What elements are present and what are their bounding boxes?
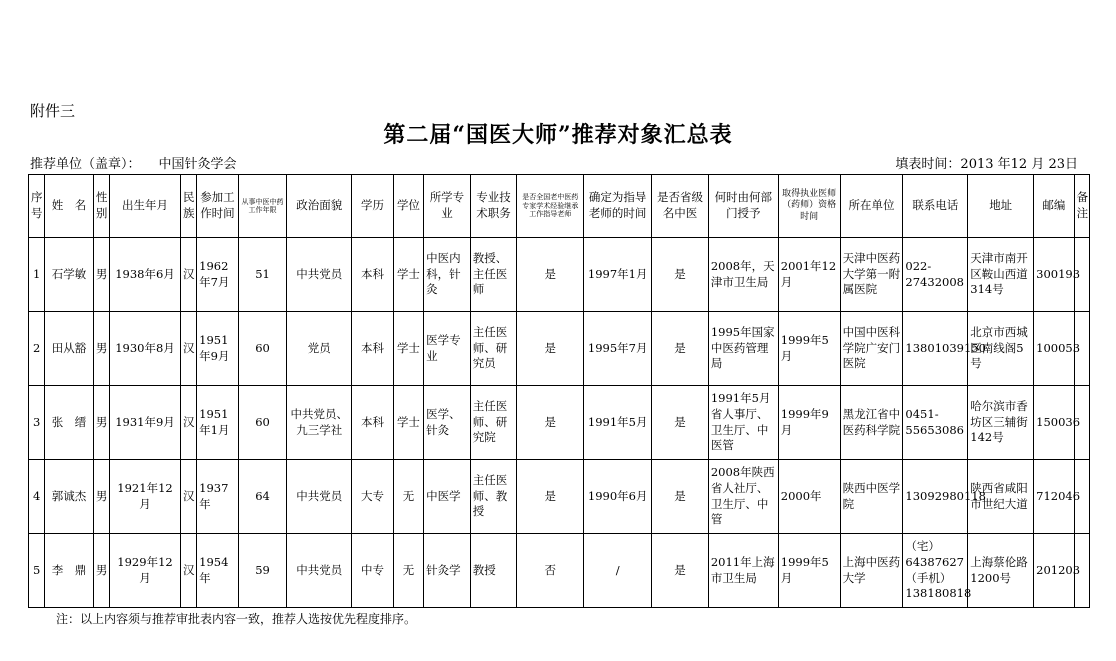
ethnicity-cell: 汉 (180, 238, 196, 312)
work-start-cell: 1951年9月 (197, 312, 239, 386)
phone-cell: 13801039150 (903, 312, 968, 386)
col-header-license-date: 取得执业医师（药师）资格时间 (778, 175, 840, 238)
granted-by-cell: 2008年陕西省人社厅、卫生厅、中管 (708, 460, 778, 534)
col-header-granted-by: 何时由何部门授予 (708, 175, 778, 238)
summary-table (28, 174, 1090, 608)
is-mentor-cell: 是 (517, 460, 584, 534)
row-index-cell: 2 (29, 312, 45, 386)
gender-cell: 男 (93, 386, 109, 460)
phone-cell: （宅）64387627（手机）138180818 (903, 534, 968, 608)
professional-title-cell: 教授 (470, 534, 517, 608)
is-provincial-cell: 是 (652, 386, 709, 460)
phone-cell: 0451-55653086 (903, 386, 968, 460)
license-date-cell: 1999年5月 (778, 312, 840, 386)
education-cell: 中专 (352, 534, 394, 608)
gender-cell: 男 (93, 238, 109, 312)
major-cell: 中医内科，针灸 (424, 238, 471, 312)
mentor-date-cell: / (584, 534, 652, 608)
address-cell: 陕西省咸阳市世纪大道 (968, 460, 1034, 534)
col-header-work-start: 参加工作时间 (197, 175, 239, 238)
col-header-education: 学历 (352, 175, 394, 238)
workplace-cell: 中国中医科学院广安门医院 (840, 312, 903, 386)
work-years-cell: 51 (238, 238, 287, 312)
table-row (29, 460, 1090, 534)
col-header-title: 专业技术职务 (470, 175, 517, 238)
education-cell: 大专 (352, 460, 394, 534)
professional-title-cell: 教授、主任医师 (470, 238, 517, 312)
col-header-remarks: 备注 (1074, 175, 1089, 238)
col-header-mentor-date: 确定为指导老师的时间 (584, 175, 652, 238)
birth-date-cell: 1930年8月 (110, 312, 181, 386)
page-title: 第二届“国医大师”推荐对象汇总表 (383, 122, 733, 148)
is-mentor-cell: 是 (517, 386, 584, 460)
gender-cell: 男 (93, 460, 109, 534)
is-mentor-cell: 否 (517, 534, 584, 608)
col-header-phone: 联系电话 (903, 175, 968, 238)
degree-cell: 无 (393, 534, 423, 608)
col-header-birth: 出生年月 (110, 175, 181, 238)
major-cell: 医学、针灸 (424, 386, 471, 460)
work-start-cell: 1951年1月 (197, 386, 239, 460)
education-cell: 本科 (352, 312, 394, 386)
political-status-cell: 党员 (287, 312, 352, 386)
col-header-address: 地址 (968, 175, 1034, 238)
license-date-cell: 1999年9月 (778, 386, 840, 460)
table-row (29, 534, 1090, 608)
col-header-gender: 性别 (93, 175, 109, 238)
table-row (29, 238, 1090, 312)
birth-date-cell: 1931年9月 (110, 386, 181, 460)
birth-date-cell: 1921年12月 (110, 460, 181, 534)
gender-cell: 男 (93, 534, 109, 608)
mentor-date-cell: 1990年6月 (584, 460, 652, 534)
phone-cell: 13092980118 (903, 460, 968, 534)
education-cell: 本科 (352, 386, 394, 460)
col-header-index: 序号 (29, 175, 45, 238)
professional-title-cell: 主任医师、研究院 (470, 386, 517, 460)
granted-by-cell: 1995年国家中医药管理局 (708, 312, 778, 386)
recommend-unit-label: 推荐单位（盖章）： (30, 157, 141, 172)
col-header-political: 政治面貌 (287, 175, 352, 238)
address-cell: 北京市西城区南线阁5号 (968, 312, 1034, 386)
is-mentor-cell: 是 (517, 312, 584, 386)
professional-title-cell: 主任医师、研究员 (470, 312, 517, 386)
fill-date: 填表时间：2013 年12 月 23日 (895, 157, 1078, 172)
ethnicity-cell: 汉 (180, 312, 196, 386)
degree-cell: 学士 (393, 312, 423, 386)
ethnicity-cell: 汉 (180, 460, 196, 534)
political-status-cell: 中共党员 (287, 534, 352, 608)
major-cell: 医学专业 (424, 312, 471, 386)
col-header-degree: 学位 (393, 175, 423, 238)
major-cell: 针灸学 (424, 534, 471, 608)
phone-cell: 022-27432008 (903, 238, 968, 312)
row-index-cell: 1 (29, 238, 45, 312)
postcode-cell: 150036 (1034, 386, 1075, 460)
license-date-cell: 2001年12月 (778, 238, 840, 312)
address-cell: 哈尔滨市香坊区三辅街142号 (968, 386, 1034, 460)
work-years-cell: 59 (238, 534, 287, 608)
postcode-cell: 201203 (1034, 534, 1075, 608)
granted-by-cell: 1991年5月省人事厅、卫生厅、中医管 (708, 386, 778, 460)
workplace-cell: 上海中医药大学 (840, 534, 903, 608)
political-status-cell: 中共党员 (287, 460, 352, 534)
postcode-cell: 300193 (1034, 238, 1075, 312)
political-status-cell: 中共党员、九三学社 (287, 386, 352, 460)
col-header-provincial: 是否省级名中医 (652, 175, 709, 238)
person-name-cell: 郭诚杰 (45, 460, 94, 534)
workplace-cell: 陕西中医学院 (840, 460, 903, 534)
work-start-cell: 1962年7月 (197, 238, 239, 312)
postcode-cell: 100053 (1034, 312, 1075, 386)
granted-by-cell: 2011年上海市卫生局 (708, 534, 778, 608)
table-header-row (29, 175, 1090, 238)
recommend-unit-line (30, 153, 237, 172)
table-row (29, 386, 1090, 460)
work-years-cell: 60 (238, 312, 287, 386)
birth-date-cell: 1938年6月 (110, 238, 181, 312)
political-status-cell: 中共党员 (287, 238, 352, 312)
license-date-cell: 2000年 (778, 460, 840, 534)
person-name-cell: 石学敏 (45, 238, 94, 312)
is-provincial-cell: 是 (652, 460, 709, 534)
work-years-cell: 60 (238, 386, 287, 460)
degree-cell: 学士 (393, 238, 423, 312)
person-name-cell: 田从豁 (45, 312, 94, 386)
recommend-unit-value: 中国针灸学会 (158, 157, 237, 172)
mentor-date-cell: 1991年5月 (584, 386, 652, 460)
mentor-date-cell: 1995年7月 (584, 312, 652, 386)
degree-cell: 学士 (393, 386, 423, 460)
row-index-cell: 3 (29, 386, 45, 460)
col-header-major: 所学专业 (424, 175, 471, 238)
ethnicity-cell: 汉 (180, 386, 196, 460)
col-header-work-years: 从事中医中药工作年限 (238, 175, 287, 238)
degree-cell: 无 (393, 460, 423, 534)
professional-title-cell: 主任医师、教授 (470, 460, 517, 534)
granted-by-cell: 2008年，天津市卫生局 (708, 238, 778, 312)
address-cell: 上海蔡伦路1200号 (968, 534, 1034, 608)
license-date-cell: 1999年5月 (778, 534, 840, 608)
is-provincial-cell: 是 (652, 238, 709, 312)
col-header-postcode: 邮编 (1034, 175, 1075, 238)
col-header-ethnicity: 民族 (180, 175, 196, 238)
major-cell: 中医学 (424, 460, 471, 534)
footnote: 注：以上内容须与推荐审批表内容一致，推荐人选按优先程度排序。 (56, 612, 417, 626)
row-index-cell: 5 (29, 534, 45, 608)
workplace-cell: 天津中医药大学第一附属医院 (840, 238, 903, 312)
is-mentor-cell: 是 (517, 238, 584, 312)
address-cell: 天津市南开区鞍山西道314号 (968, 238, 1034, 312)
is-provincial-cell: 是 (652, 312, 709, 386)
table-row (29, 312, 1090, 386)
ethnicity-cell: 汉 (180, 534, 196, 608)
work-start-cell: 1954年 (197, 534, 239, 608)
mentor-date-cell: 1997年1月 (584, 238, 652, 312)
col-header-mentor: 是否全国老中医药专家学术经验继承工作指导老师 (517, 175, 584, 238)
work-start-cell: 1937年 (197, 460, 239, 534)
col-header-name: 姓 名 (45, 175, 94, 238)
attachment-label: 附件三 (30, 102, 76, 120)
postcode-cell: 712046 (1034, 460, 1075, 534)
workplace-cell: 黑龙江省中医药科学院 (840, 386, 903, 460)
person-name-cell: 张 缙 (45, 386, 94, 460)
education-cell: 本科 (352, 238, 394, 312)
birth-date-cell: 1929年12月 (110, 534, 181, 608)
col-header-workplace: 所在单位 (840, 175, 903, 238)
work-years-cell: 64 (238, 460, 287, 534)
person-name-cell: 李 鼎 (45, 534, 94, 608)
is-provincial-cell: 是 (652, 534, 709, 608)
row-index-cell: 4 (29, 460, 45, 534)
gender-cell: 男 (93, 312, 109, 386)
